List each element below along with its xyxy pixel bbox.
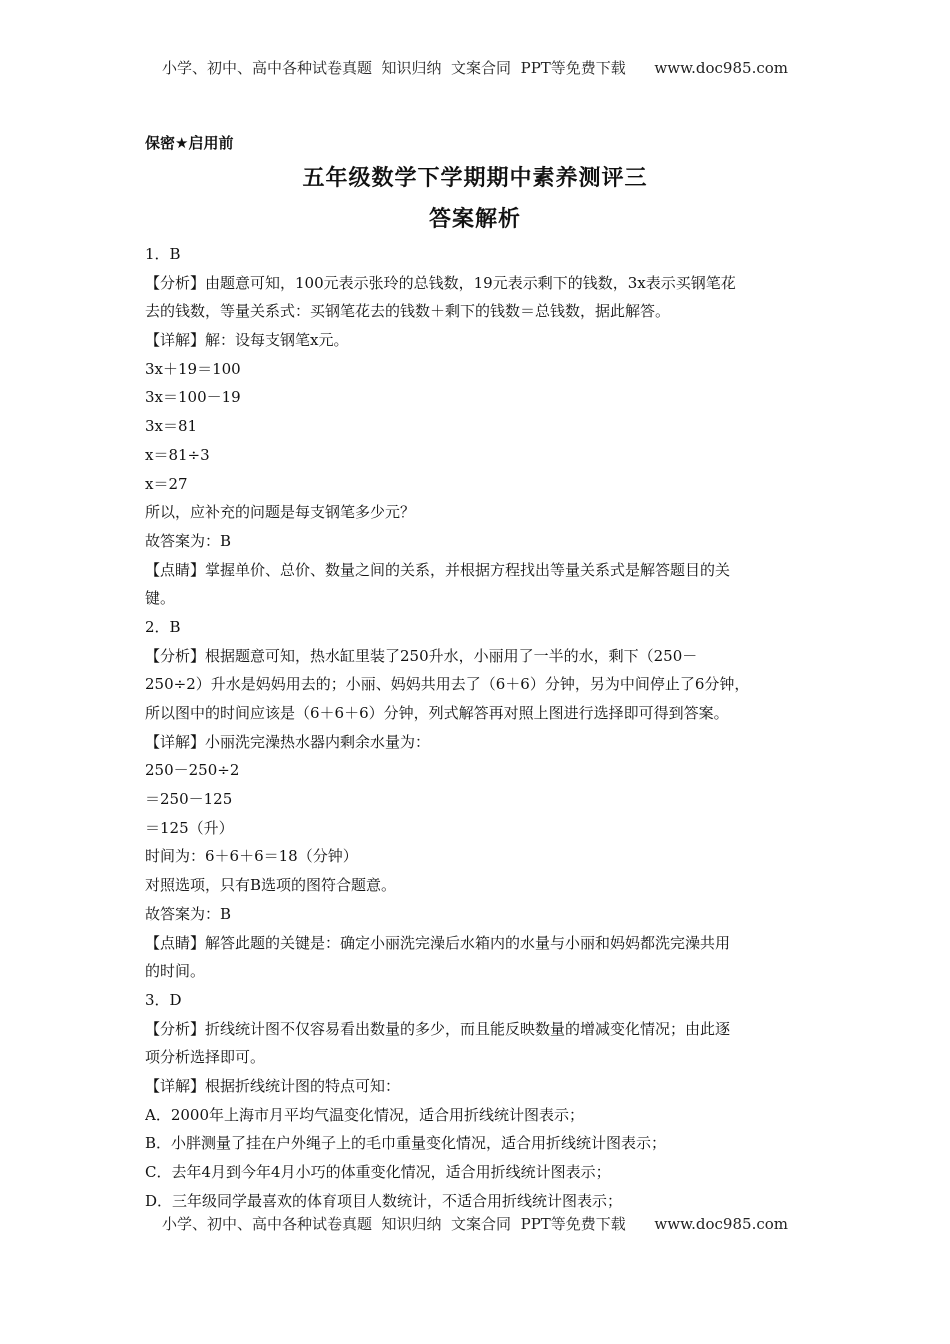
text-line: 【详解】根据折线统计图的特点可知： (145, 1076, 401, 1095)
text-line: 250－250÷2 (145, 761, 240, 780)
text-line: 所以图中的时间应该是（6＋6＋6）分钟，列式解答再对照上图进行选择即可得到答案。 (145, 704, 729, 722)
document-subtitle: 答案解析 (428, 207, 521, 232)
text-line: B．小胖测量了挂在户外绳子上的毛巾重量变化情况，适合用折线统计图表示； (145, 1134, 667, 1153)
text-line: 项分析选择即可。 (145, 1048, 266, 1067)
text-line: 【分析】由题意可知，100元表示张玲的总钱数，19元表示剩下的钱数，3x表示买钢笔花 (145, 273, 736, 292)
text-line: ＝125（升） (145, 818, 234, 837)
text-line: 3x＝100－19 (145, 388, 241, 407)
text-line: 故答案为：B (145, 904, 232, 923)
text-line: 【详解】小丽洗完澡热水器内剩余水量为： (145, 732, 431, 751)
page-header: 小学、初中、高中各种试卷真题 知识归纳 文案合同 PPT等免费下载 www.doc985.com (161, 59, 788, 77)
answer-content (145, 240, 805, 1215)
text-line: A．2000年上海市月平均气温变化情况，适合用折线统计图表示； (145, 1105, 585, 1124)
text-line: 故答案为：B (145, 531, 232, 550)
document-title: 五年级数学下学期期中素养测评三 (302, 166, 648, 191)
text-line: 键。 (145, 589, 176, 608)
confidential-label: 保密★启用前 (145, 134, 234, 152)
text-line: 3．D (145, 990, 182, 1009)
text-line: C．去年4月到今年4月小巧的体重变化情况，适合用折线统计图表示； (145, 1163, 611, 1181)
text-line: 所以，应补充的问题是每支钢笔多少元？ (145, 503, 416, 522)
text-line: x＝27 (145, 474, 188, 493)
text-line: 250÷2）升水是妈妈用去的；小丽、妈妈共用去了（6＋6）分钟，另为中间停止了6分钟， (145, 675, 750, 694)
text-line: ＝250－125 (145, 790, 233, 809)
text-line: x＝81÷3 (145, 445, 210, 464)
text-line: 2．B (145, 617, 181, 636)
text-line: 3x＋19＝100 (145, 359, 241, 378)
text-line: 去的钱数，等量关系式：买钢笔花去的钱数＋剩下的钱数＝总钱数，据此解答。 (145, 302, 671, 321)
text-line: 【点睛】解答此题的关键是：确定小丽洗完澡后水箱内的水量与小丽和妈妈都洗完澡共用 (145, 933, 731, 952)
text-line: 3x＝81 (145, 417, 198, 436)
text-line: 【分析】折线统计图不仅容易看出数量的多少，而且能反映数量的增减变化情况；由此逐 (145, 1019, 731, 1038)
text-line: 【点睛】掌握单价、总价、数量之间的关系，并根据方程找出等量关系式是解答题目的关 (145, 560, 731, 579)
text-line: 的时间。 (145, 962, 206, 981)
text-line: 【分析】根据题意可知，热水缸里装了250升水，小丽用了一半的水，剩下（250－ (145, 646, 698, 665)
text-line: 1．B (145, 245, 181, 263)
page-footer: 小学、初中、高中各种试卷真题 知识归纳 文案合同 PPT等免费下载 www.doc985.com (161, 1215, 788, 1233)
text-line: 【详解】解：设每支钢笔x元。 (145, 331, 349, 350)
text-line: D．三年级同学最喜欢的体育项目人数统计，不适合用折线统计图表示； (145, 1191, 623, 1210)
text-line: 时间为：6＋6＋6＝18（分钟） (145, 847, 358, 866)
text-line: 对照选项，只有B选项的图符合题意。 (145, 876, 397, 895)
